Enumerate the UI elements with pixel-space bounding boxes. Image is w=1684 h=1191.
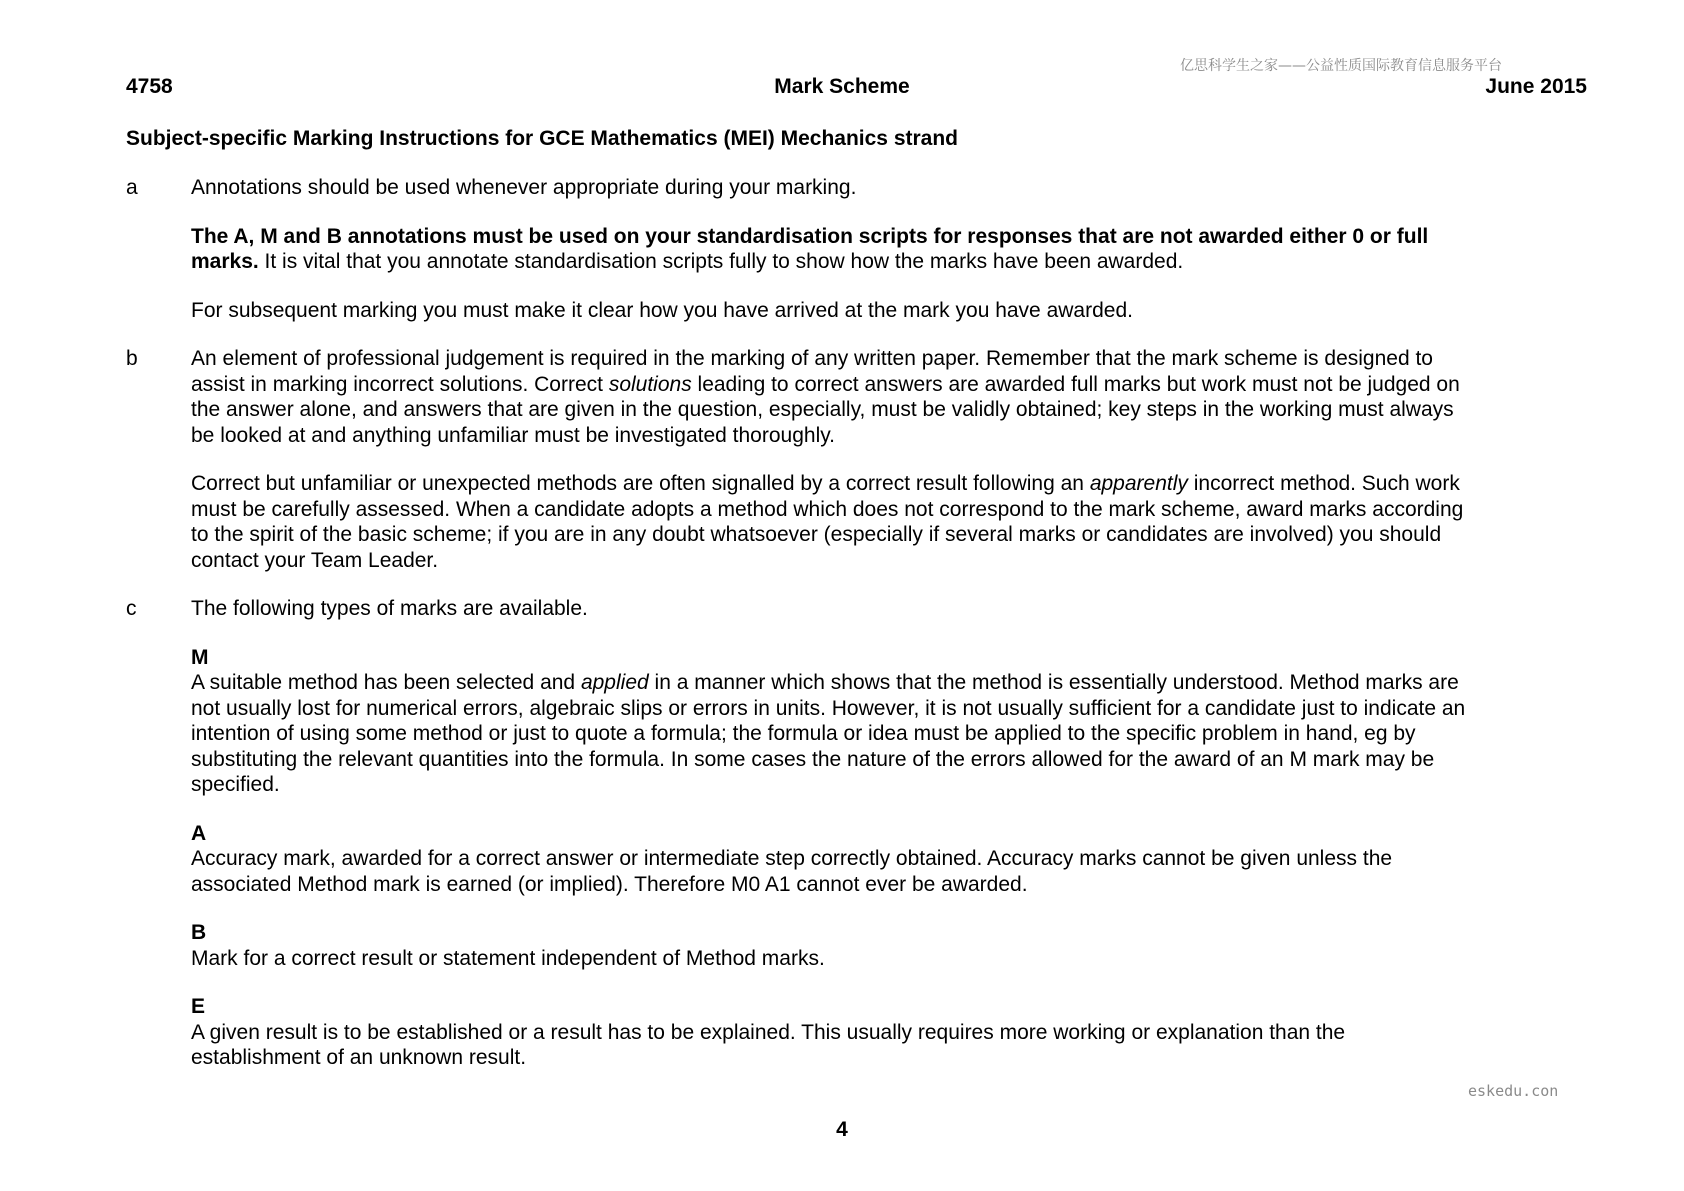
mark-type-e-label: E: [191, 995, 206, 1018]
item-marker: a: [126, 176, 138, 199]
text: in a manner which shows that the method is essentially understood. Method marks are not usually lost for numerical errors, algebraic slips or errors in units. However, it is not usually sufficient for a candidate just to indicate an intention of using some method or just to quote a formula; the formula or idea must be applied to the specific problem in hand, eg by substituting the relevant quantities into the formula. In some cases the nature of the errors allowed for the award of an M mark may be specified.: [191, 671, 1466, 796]
paragraph: [191, 346, 1466, 448]
instructions-body: [126, 175, 1466, 1094]
text: It is vital that you annotate standardisation scripts fully to show how the marks have been awarded.: [258, 250, 1184, 273]
watermark-top: 亿思科学生之家——公益性质国际教育信息服务平台: [1180, 58, 1502, 74]
text: Correct but unfamiliar or unexpected methods are often signalled by a correct result following an: [191, 472, 1090, 495]
instruction-item-c: [126, 596, 1466, 1071]
header-date: June 2015: [1485, 75, 1587, 98]
mark-type-b-description: Mark for a correct result or statement independent of Method marks.: [191, 946, 825, 970]
paragraph: [191, 471, 1466, 573]
item-marker: c: [126, 597, 137, 620]
section-title: Subject-specific Marking Instructions for GCE Mathematics (MEI) Mechanics strand: [126, 127, 959, 150]
mark-type-m-description: [191, 670, 1466, 798]
text: An element of professional judgement is required in the marking of any written paper. Remember that the mark scheme is designed to assist in marking incorrect solutions. Correct: [191, 347, 1433, 396]
paragraph: [191, 224, 1466, 275]
paragraph: For subsequent marking you must make it clear how you have arrived at the mark you have awarded.: [191, 298, 1133, 322]
header-title: Mark Scheme: [774, 75, 910, 98]
paragraph: Annotations should be used whenever appropriate during your marking.: [191, 176, 857, 199]
mark-type-a-description: Accuracy mark, awarded for a correct answer or intermediate step correctly obtained. Accuracy marks cannot be given unless the associated Method mark is earned (or implied). Therefore M0 A1 cannot ever be awarded.: [191, 847, 1393, 896]
text: leading to correct answers are awarded full marks but work must not be judged on the answer alone, and answers that are given in the question, especially, must be validly obtained; key steps in the working must always be looked at and anything unfamiliar must be investigated thoroughly.: [191, 372, 1460, 447]
text: A suitable method has been selected and: [191, 671, 581, 694]
item-marker: b: [126, 347, 138, 370]
mark-type-e-description: A given result is to be established or a result has to be explained. This usually requires more working or explanation than the establishment of an unknown result.: [191, 1020, 1346, 1069]
mark-type-m-label: M: [191, 645, 209, 669]
instruction-item-b: [126, 346, 1466, 573]
bold-text: The A, M and B annotations must be used on your standardisation scripts for responses that are not awarded either 0 or full marks.: [191, 224, 1429, 273]
text: incorrect method. Such work must be carefully assessed. When a candidate adopts a method which does not correspond to the mark scheme, award marks according to the spirit of the basic scheme; if you are in any doubt whatsoever (especially if several marks or candidates are involved) you should contact your Team Leader.: [191, 472, 1464, 572]
instruction-item-a: [126, 175, 1466, 323]
page-number: 4: [836, 1118, 848, 1141]
mark-type-a-label: A: [191, 821, 207, 845]
mark-type-b-label: B: [191, 921, 207, 944]
watermark-bottom: eskedu.con: [1468, 1082, 1559, 1100]
paragraph: The following types of marks are available.: [191, 597, 588, 620]
italic-text: applied: [580, 671, 649, 694]
paper-code: 4758: [126, 75, 173, 98]
italic-text: solutions: [608, 372, 692, 396]
italic-text: apparently: [1089, 472, 1188, 495]
